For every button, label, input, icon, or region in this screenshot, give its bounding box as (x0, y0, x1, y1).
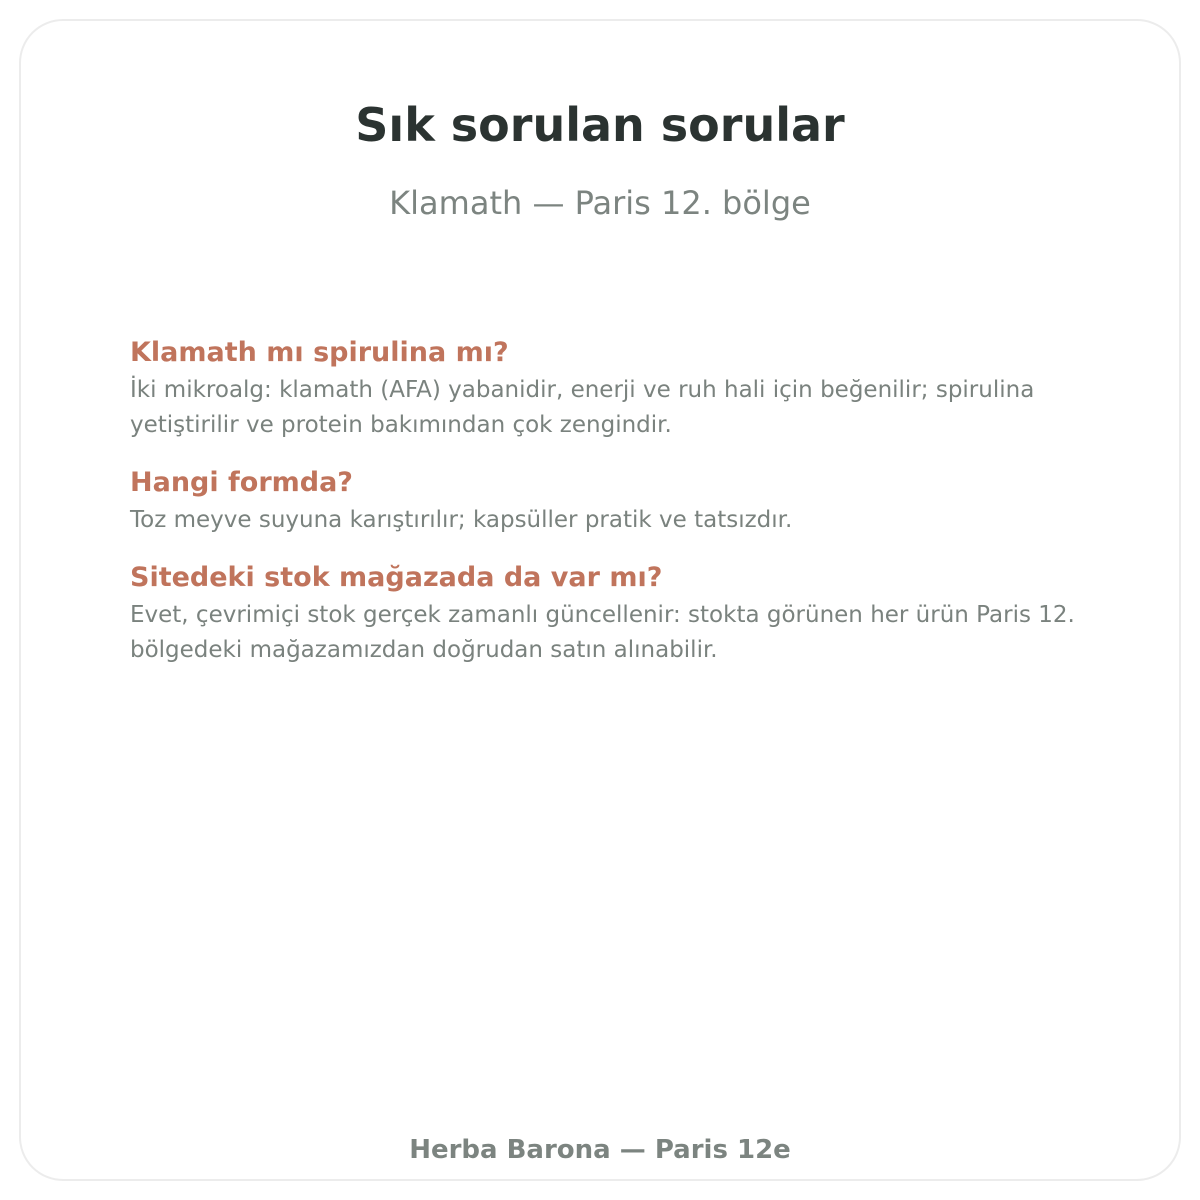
faq-item-store-stock (130, 558, 1105, 668)
footer-brand: Herba Barona — Paris 12e (409, 1135, 791, 1165)
faq-answer: İki mikroalg: klamath (AFA) yabanidir, enerji ve ruh hali için beğenilir; spirulina yetiştirilir ve protein bakımından çok zengindir. (130, 377, 1035, 438)
faq-answer: Evet, çevrimiçi stok gerçek zamanlı güncellenir: stokta görünen her ürün Paris 12. bölgedeki mağazamızdan doğrudan satın alınabilir. (130, 602, 1075, 663)
faq-question: Hangi formda? (130, 467, 353, 498)
faq-question: Sitedeki stok mağazada da var mı? (130, 562, 663, 593)
page-subtitle: Klamath — Paris 12. bölge (389, 184, 811, 222)
faq-list (130, 333, 1105, 688)
faq-answer: Toz meyve suyuna karıştırılır; kapsüller pratik ve tatsızdır. (130, 507, 793, 533)
faq-question: Klamath mı spirulina mı? (130, 337, 509, 368)
faq-item-form (130, 463, 1105, 538)
page-title: Sık sorulan sorular (355, 98, 845, 152)
faq-item-klamath-vs-spirulina (130, 333, 1105, 443)
